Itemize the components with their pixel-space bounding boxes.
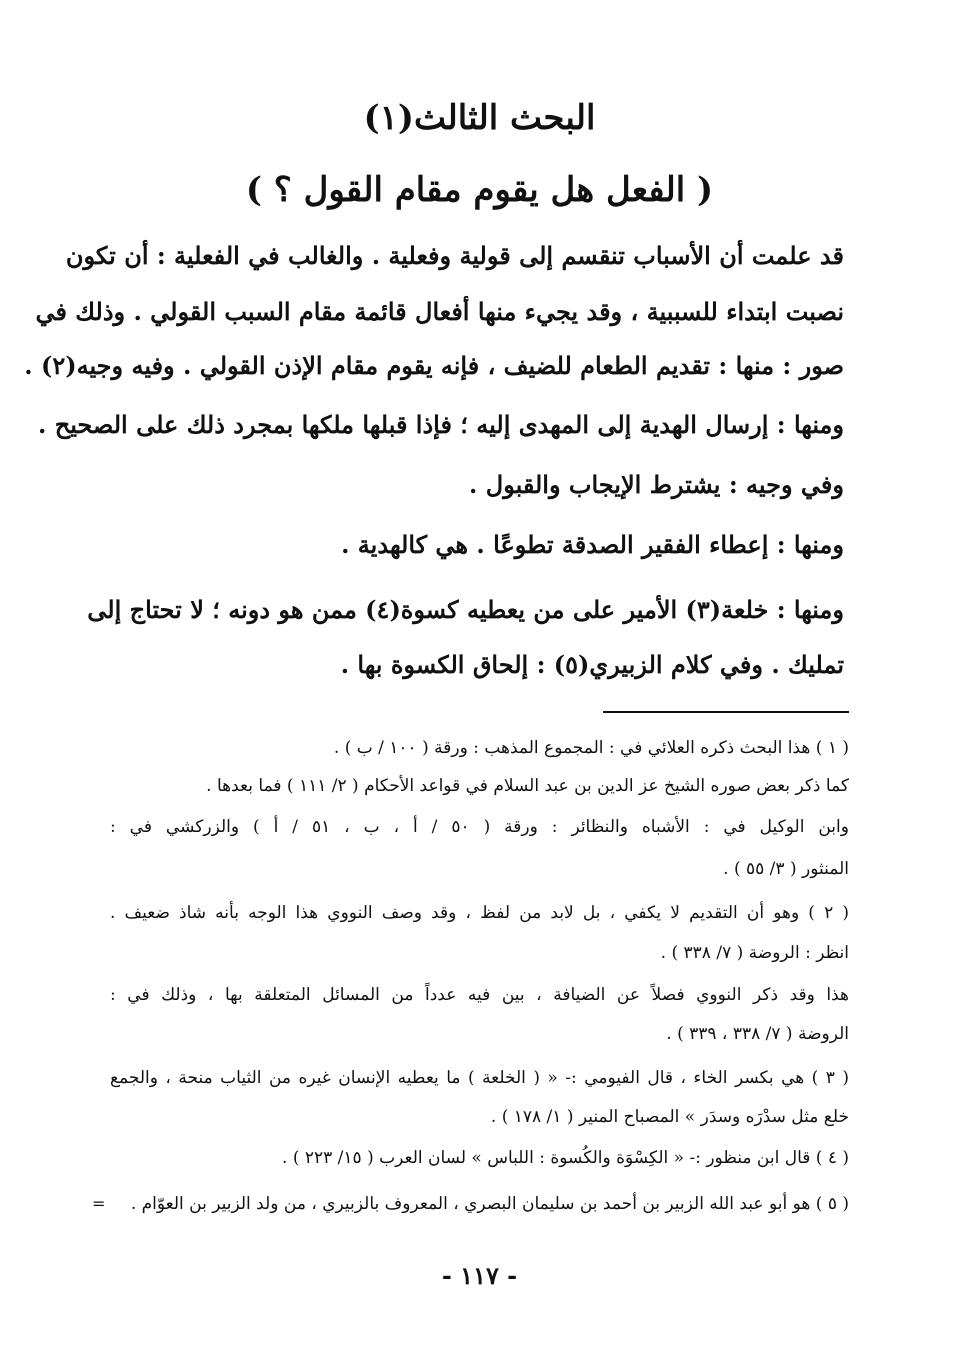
footnote-line: خلع مثل سدْرَه وسدَر » المصباح المنير ( ١/ ١٧٨ ) . xyxy=(490,1107,849,1127)
body-line: نصبت ابتداء للسببية ، وقد يجيء منها أفعال قائمة مقام السبب القولي . وذلك في xyxy=(35,297,844,326)
body-line: تمليك . وفي كلام الزبيري(٥) : إلحاق الكسوة بها . xyxy=(340,650,844,679)
footnote-line: ( ٢ ) وهو أن التقديم لا يكفي ، بل لابد من لفظ ، وقد وصف النووي هذا الوجه بأنه شاذ ضعيف . xyxy=(110,903,849,923)
body-line: وفي وجيه : يشترط الإيجاب والقبول . xyxy=(469,470,844,499)
footnote-line: ( ٣ ) هي بكسر الخاء ، قال الفيومي :- « ( الخلعة ) ما يعطيه الإنسان غيره من الثياب منحة ، والجمع xyxy=(110,1068,849,1088)
footnote-line: هذا وقد ذكر النووي فصلاً عن الضيافة ، بين فيه عدداً من المسائل المتعلقة بها ، وذلك في : xyxy=(110,985,849,1005)
footnote-line: ( ٥ ) هو أبو عبد الله الزبير بن أحمد بن سليمان البصري ، المعروف بالزبيري ، من ولد الزبير بن العوّام . xyxy=(130,1194,849,1214)
body-line: صور : منها : تقديم الطعام للضيف ، فإنه يقوم مقام الإذن القولي . وفيه وجيه(٢) . xyxy=(24,351,844,380)
section-subtitle: ( الفعل هل يقوم مقام القول ؟ ) xyxy=(245,170,714,210)
footnote-line: انظر : الروضة ( ٧/ ٣٣٨ ) . xyxy=(660,943,849,963)
body-line: ومنها : إعطاء الفقير الصدقة تطوعًا . هي كالهدية . xyxy=(341,530,844,559)
body-line: ومنها : إرسال الهدية إلى المهدى إليه ؛ فإذا قبلها ملكها بمجرد ذلك على الصحيح . xyxy=(37,410,844,439)
footnote-line: وابن الوكيل في : الأشباه والنظائر : ورقة ( ٥٠ / أ ، ب ، ٥١ / أ ) والزركشي في : xyxy=(110,817,849,837)
section-title: البحث الثالث(١) xyxy=(363,98,596,138)
footnote-line: الروضة ( ٧/ ٣٣٨ ، ٣٣٩ ) . xyxy=(666,1024,849,1044)
body-line: قد علمت أن الأسباب تنقسم إلى قولية وفعلية . والغالب في الفعلية : أن تكون xyxy=(65,241,844,270)
continuation-mark: = xyxy=(92,1194,106,1213)
footnote-line: ( ١ ) هذا البحث ذكره العلائي في : المجموع المذهب : ورقة ( ١٠٠ / ب ) . xyxy=(333,738,849,758)
footnote-line: المنثور ( ٣/ ٥٥ ) . xyxy=(723,859,849,879)
footnote-line: ( ٤ ) قال ابن منظور :- « الكِسْوَة والكُسوة : اللباس » لسان العرب ( ١٥/ ٢٢٣ ) . xyxy=(282,1148,849,1168)
footnote-line: كما ذكر بعض صوره الشيخ عز الدين بن عبد السلام في قواعد الأحكام ( ٢/ ١١١ ) فما بعدها . xyxy=(206,776,849,796)
footnote-separator xyxy=(603,711,849,713)
page-number: - ١١٧ - xyxy=(441,1261,518,1290)
body-line: ومنها : خلعة(٣) الأمير على من يعطيه كسوة(٤) ممن هو دونه ؛ لا تحتاج إلى xyxy=(87,595,844,624)
